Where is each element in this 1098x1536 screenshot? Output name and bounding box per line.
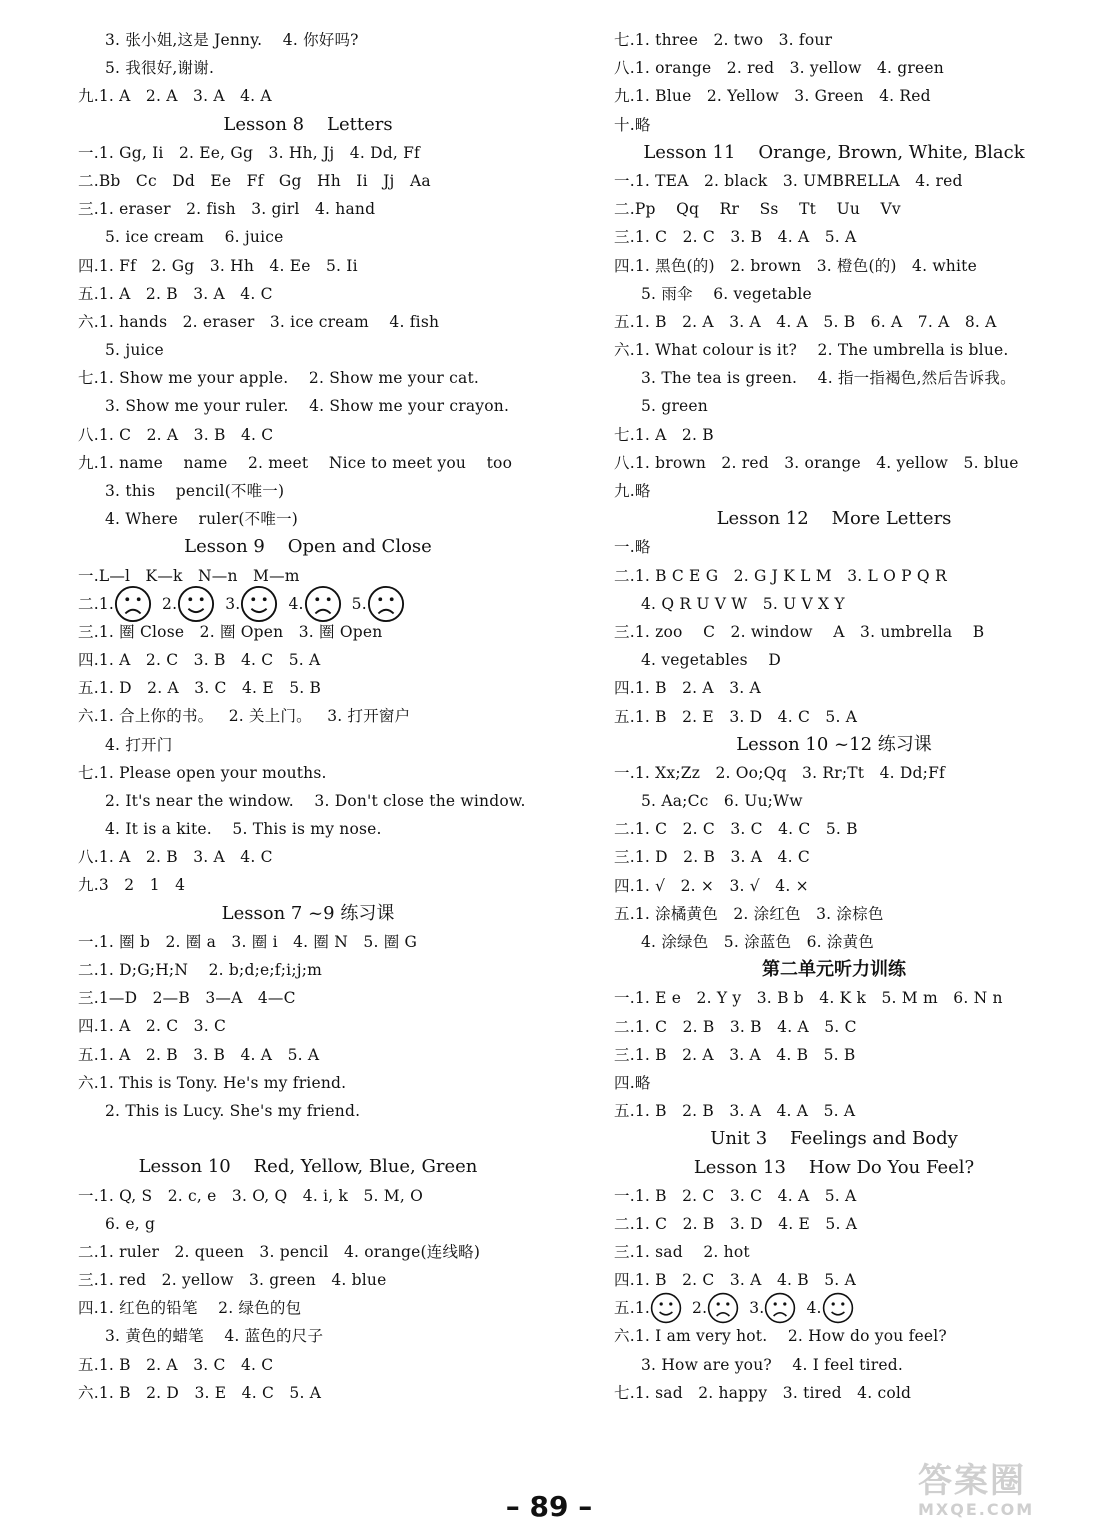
- section-heading: Lesson 11 Orange, Brown, White, Black: [643, 141, 1025, 163]
- answer-line: 2. It's near the window. 3. Don't close the window.: [105, 791, 526, 810]
- answer-line: 七.1. Show me your apple. 2. Show me your cat.: [78, 369, 480, 388]
- answer-line: 四.1. B 2. A 3. A: [614, 679, 761, 698]
- answer-line: 四.1. A 2. C 3. C: [78, 1017, 227, 1036]
- answer-line: 一.1. 圈 b 2. 圈 a 3. 圈 i 4. 圈 N 5. 圈 G: [78, 932, 418, 951]
- answer-line: 四.1. 黑色(的) 2. brown 3. 橙色(的) 4. white: [614, 256, 977, 275]
- answer-line: 5. 我很好,谢谢.: [105, 59, 215, 78]
- section-heading: Lesson 10 ~12 练习课: [736, 733, 932, 755]
- answer-line: 五.1. B 2. E 3. D 4. C 5. A: [614, 707, 858, 726]
- answer-line: 二.1. D;G;H;N 2. b;d;e;f;i;j;m: [78, 961, 323, 979]
- answer-line: 五.1. B 2. B 3. A 4. A 5. A: [614, 1102, 856, 1121]
- page-number: – 89 –: [505, 1490, 593, 1523]
- face-answer: [635, 1292, 682, 1324]
- answer-line: 六.1. hands 2. eraser 3. ice cream 4. fish: [78, 312, 440, 331]
- section-heading: Lesson 7 ~9 练习课: [221, 902, 395, 924]
- answer-line: 九.1. Blue 2. Yellow 3. Green 4. Red: [614, 87, 931, 106]
- answer-line: 五.1. A 2. B 3. A 4. C: [78, 284, 273, 303]
- answer-line: 四.1. A 2. C 3. B 4. C 5. A: [78, 650, 321, 669]
- answer-line: 5. ice cream 6. juice: [105, 228, 284, 247]
- answer-line: 九.略: [614, 482, 651, 500]
- answer-line: 六.1. This is Tony. He's my friend.: [78, 1073, 347, 1092]
- answer-line: 四.1. B 2. C 3. A 4. B 5. A: [614, 1271, 856, 1290]
- spacer: [78, 1125, 538, 1153]
- answer-line: 3. 黄色的蜡笔 4. 蓝色的尺子: [105, 1327, 324, 1346]
- question-number: 二.: [78, 594, 99, 613]
- watermark-top-text: 答案圈: [918, 1461, 1026, 1501]
- answer-line: 四.1. Ff 2. Gg 3. Hh 4. Ee 5. Ii: [78, 256, 358, 275]
- answer-line: 七.1. Please open your mouths.: [78, 763, 327, 782]
- happy-face-icon: [822, 1292, 854, 1324]
- answer-line: 6. e, g: [105, 1214, 156, 1233]
- answer-line: 三.1. red 2. yellow 3. green 4. blue: [78, 1271, 387, 1290]
- left-column: [78, 26, 538, 1407]
- answer-line: 三.1. B 2. A 3. A 4. B 5. B: [614, 1045, 856, 1064]
- answer-line: 一.1. E e 2. Y y 3. B b 4. K k 5. M m 6. N n: [614, 989, 1003, 1008]
- answer-line: 五.1. B 2. A 3. A 4. A 5. B 6. A 7. A 8. A: [614, 312, 997, 331]
- answer-line: 五.1. B 2. A 3. C 4. C: [78, 1355, 274, 1374]
- answer-line: 五.1. A 2. B 3. B 4. A 5. A: [78, 1045, 320, 1064]
- answer-line: 5. juice: [105, 341, 164, 360]
- face-answer: [749, 1292, 796, 1324]
- answer-line: 二.1. B C E G 2. G J K L M 3. L O P Q R: [614, 566, 947, 585]
- sad-face-icon: [764, 1292, 796, 1324]
- answer-line: 4. Q R U V W 5. U V X Y: [641, 594, 845, 613]
- answer-line: 4. 打开门: [105, 735, 173, 754]
- answer-line: 六.1. B 2. D 3. E 4. C 5. A: [78, 1383, 322, 1402]
- face-label: 4.: [288, 594, 304, 613]
- answer-line: 二.1. C 2. C 3. C 4. C 5. B: [614, 820, 858, 839]
- answer-line: 一.L—l K—k N—n M—m: [78, 566, 300, 585]
- answer-line: 六.1. What colour is it? 2. The umbrella is blue.: [614, 341, 1009, 360]
- answer-line: 三.1. eraser 2. fish 3. girl 4. hand: [78, 200, 376, 219]
- face-label: 2.: [692, 1299, 708, 1318]
- answer-line: 八.1. C 2. A 3. B 4. C: [78, 425, 274, 444]
- face-label: 1.: [98, 594, 115, 613]
- happy-face-icon: [650, 1292, 682, 1324]
- watermark-logo: [918, 1462, 1088, 1528]
- answer-line: 5. green: [641, 397, 708, 416]
- answer-line: 七.1. A 2. B: [614, 425, 714, 444]
- answer-line: 七.1. three 2. two 3. four: [614, 31, 833, 49]
- answer-line: 3. this pencil(不唯一): [105, 482, 285, 500]
- answer-line: 四.1. 红色的铅笔 2. 绿色的包: [78, 1299, 302, 1318]
- answer-line: 八.1. orange 2. red 3. yellow 4. green: [614, 59, 944, 78]
- answer-line: 一.1. Q, S 2. c, e 3. O, Q 4. i, k 5. M, O: [78, 1186, 424, 1205]
- answer-line: 4. Where ruler(不唯一): [105, 510, 299, 529]
- answer-line: 3. The tea is green. 4. 指一指褐色,然后告诉我。: [641, 369, 1016, 388]
- answer-line: 一.1. B 2. C 3. C 4. A 5. A: [614, 1186, 857, 1205]
- answer-line: 一.略: [614, 538, 651, 557]
- answer-line: 一.1. TEA 2. black 3. UMBRELLA 4. red: [614, 171, 963, 190]
- sad-face-icon: [707, 1292, 739, 1324]
- section-heading: Lesson 13 How Do You Feel?: [693, 1156, 975, 1178]
- answer-line: 五.1. 涂橘黄色 2. 涂红色 3. 涂棕色: [614, 904, 884, 923]
- answer-line: 二.1. ruler 2. queen 3. pencil 4. orange(连线略): [78, 1242, 481, 1261]
- face-label: 3.: [225, 594, 241, 613]
- face-label: 3.: [749, 1299, 765, 1318]
- answer-line: 九.1. A 2. A 3. A 4. A: [78, 87, 272, 106]
- question-number: 五.: [614, 1299, 635, 1318]
- section-heading: Lesson 9 Open and Close: [184, 536, 432, 558]
- answer-line: 六.1. I am very hot. 2. How do you feel?: [614, 1327, 947, 1346]
- face-label: 4.: [806, 1299, 822, 1318]
- section-heading: Lesson 8 Letters: [223, 113, 393, 135]
- section-heading: 第二单元听力训练: [762, 959, 906, 981]
- section-heading: Unit 3 Feelings and Body: [710, 1128, 958, 1150]
- answer-line: 3. How are you? 4. I feel tired.: [641, 1355, 903, 1374]
- answer-line: 五.1. D 2. A 3. C 4. E 5. B: [78, 679, 322, 698]
- answer-line: 十.略: [614, 115, 651, 134]
- answer-line: 三.1—D 2—B 3—A 4—C: [78, 989, 296, 1008]
- answer-line: 六.1. 合上你的书。 2. 关上门。 3. 打开窗户: [78, 707, 411, 726]
- answer-line: 三.1. zoo C 2. window A 3. umbrella B: [614, 622, 985, 641]
- section-heading: Lesson 12 More Letters: [716, 508, 952, 530]
- answer-line: 一.1. Xx;Zz 2. Oo;Qq 3. Rr;Tt 4. Dd;Ff: [614, 763, 945, 782]
- answer-line: 四.1. √ 2. × 3. √ 4. ×: [614, 876, 809, 895]
- answer-line: 九.3 2 1 4: [78, 876, 186, 895]
- right-column: [614, 26, 1054, 1407]
- answer-line: 三.1. D 2. B 3. A 4. C: [614, 848, 810, 867]
- answer-line: 一.1. Gg, Ii 2. Ee, Gg 3. Hh, Jj 4. Dd, Ff: [78, 143, 420, 162]
- answer-line: 三.1. sad 2. hot: [614, 1243, 750, 1262]
- answer-line: 二.Bb Cc Dd Ee Ff Gg Hh Ii Jj Aa: [78, 171, 431, 190]
- answer-line: 七.1. sad 2. happy 3. tired 4. cold: [614, 1383, 912, 1402]
- answer-line: 5. 雨伞 6. vegetable: [641, 284, 812, 303]
- face-label: 1.: [634, 1299, 651, 1318]
- answer-line: 二.Pp Qq Rr Ss Tt Uu Vv: [614, 200, 901, 219]
- answer-line: 二.1. C 2. B 3. B 4. A 5. C: [614, 1017, 857, 1036]
- face-label: 2.: [162, 594, 178, 613]
- watermark-bottom-text: MXQE.COM: [918, 1500, 1035, 1519]
- face-answer: [692, 1292, 739, 1324]
- answer-line: 3. Show me your ruler. 4. Show me your crayon.: [105, 397, 510, 416]
- answer-line: 三.1. 圈 Close 2. 圈 Open 3. 圈 Open: [78, 622, 383, 641]
- answer-line: 4. vegetables D: [641, 651, 781, 670]
- face-label: 5.: [351, 594, 367, 613]
- answer-line: 九.1. name name 2. meet Nice to meet you too: [78, 453, 513, 472]
- answer-line: 八.1. brown 2. red 3. orange 4. yellow 5. blue: [614, 453, 1019, 472]
- answer-line: 4. 涂绿色 5. 涂蓝色 6. 涂黄色: [641, 933, 875, 951]
- answer-line: 2. This is Lucy. She's my friend.: [105, 1101, 361, 1120]
- answer-line: 四.略: [614, 1073, 651, 1092]
- answer-line: 5. Aa;Cc 6. Uu;Ww: [641, 792, 803, 811]
- answer-line: 4. It is a kite. 5. This is my nose.: [105, 820, 382, 839]
- section-heading: Lesson 10 Red, Yellow, Blue, Green: [138, 1156, 478, 1178]
- answer-line: 八.1. A 2. B 3. A 4. C: [78, 848, 273, 867]
- answer-line: 3. 张小姐,这是 Jenny. 4. 你好吗?: [105, 31, 359, 49]
- face-answer: [806, 1292, 853, 1324]
- answer-line: 三.1. C 2. C 3. B 4. A 5. A: [614, 228, 857, 247]
- answer-line: 二.1. C 2. B 3. D 4. E 5. A: [614, 1214, 858, 1233]
